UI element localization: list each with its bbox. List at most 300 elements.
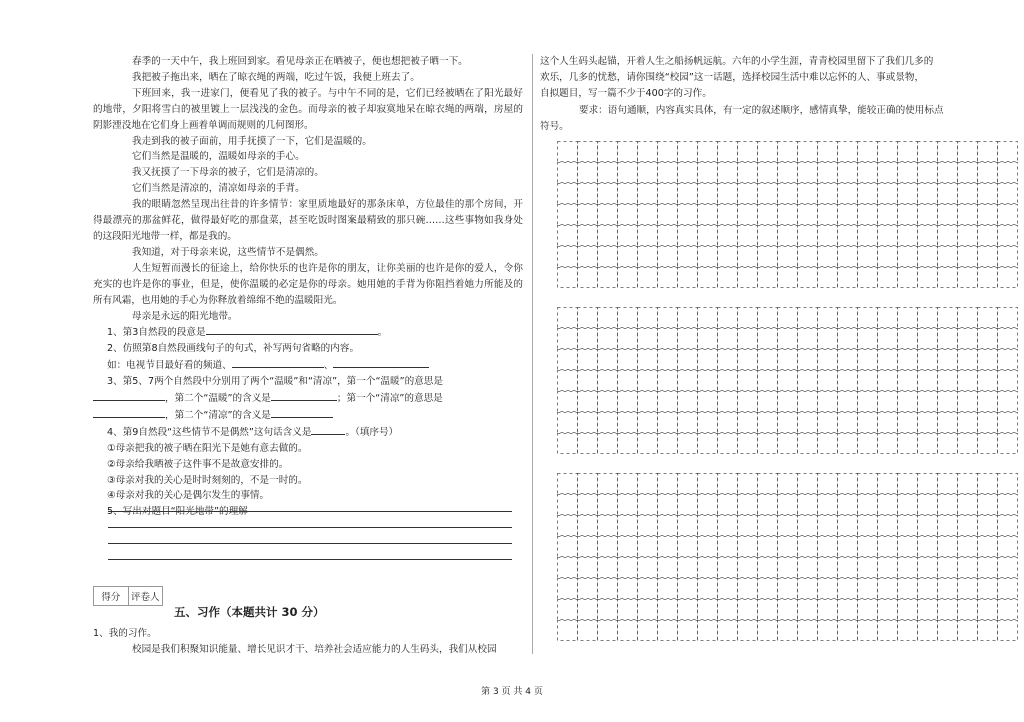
grid-cell[interactable] [798,600,818,620]
grid-cell[interactable] [878,621,898,641]
grid-cell[interactable] [838,621,858,641]
grid-cell[interactable] [738,579,758,599]
grid-cell[interactable] [578,434,598,454]
grid-cell[interactable] [998,350,1018,370]
grid-cell[interactable] [758,350,778,370]
grid-cell[interactable] [858,474,878,494]
grid-cell[interactable] [778,392,798,412]
grid-cell[interactable] [738,600,758,620]
grid-cell[interactable] [918,579,938,599]
grid-cell[interactable] [718,516,738,536]
grid-cell[interactable] [598,268,618,288]
grid-cell[interactable] [578,600,598,620]
grid-cell[interactable] [658,537,678,557]
grid-cell[interactable] [818,308,838,328]
grid-cell[interactable] [758,621,778,641]
grid-cell[interactable] [718,558,738,578]
grid-cell[interactable] [738,392,758,412]
grid-cell[interactable] [898,142,918,162]
grid-cell[interactable] [618,142,638,162]
grid-cell[interactable] [938,163,958,183]
grid-cell[interactable] [598,163,618,183]
grid-cell[interactable] [758,434,778,454]
grid-cell[interactable] [958,516,978,536]
grid-cell[interactable] [558,184,578,204]
grid-cell[interactable] [778,247,798,267]
grid-cell[interactable] [818,516,838,536]
grid-cell[interactable] [878,226,898,246]
grid-cell[interactable] [838,434,858,454]
grid-cell[interactable] [578,350,598,370]
grid-cell[interactable] [578,495,598,515]
grid-cell[interactable] [638,142,658,162]
grid-cell[interactable] [798,434,818,454]
grid-cell[interactable] [858,268,878,288]
grid-cell[interactable] [738,247,758,267]
grid-cell[interactable] [858,205,878,225]
grid-cell[interactable] [558,142,578,162]
grid-cell[interactable] [978,308,998,328]
grid-cell[interactable] [818,600,838,620]
grid-cell[interactable] [598,579,618,599]
grid-cell[interactable] [718,371,738,391]
grid-cell[interactable] [678,392,698,412]
grid-cell[interactable] [578,413,598,433]
grid-cell[interactable] [658,579,678,599]
grid-cell[interactable] [558,268,578,288]
grid-cell[interactable] [598,621,618,641]
grid-cell[interactable] [978,558,998,578]
grid-cell[interactable] [898,184,918,204]
grid-cell[interactable] [898,474,918,494]
grid-cell[interactable] [918,621,938,641]
grid-cell[interactable] [898,268,918,288]
grid-cell[interactable] [858,371,878,391]
grid-cell[interactable] [598,371,618,391]
grid-cell[interactable] [798,308,818,328]
grid-cell[interactable] [938,434,958,454]
grid-cell[interactable] [778,434,798,454]
grid-cell[interactable] [938,184,958,204]
grid-cell[interactable] [718,205,738,225]
grid-cell[interactable] [678,474,698,494]
grid-cell[interactable] [958,434,978,454]
grid-cell[interactable] [878,329,898,349]
grid-cell[interactable] [618,184,638,204]
grid-cell[interactable] [658,350,678,370]
grid-cell[interactable] [558,474,578,494]
grid-cell[interactable] [998,226,1018,246]
grid-cell[interactable] [678,247,698,267]
grid-cell[interactable] [978,247,998,267]
grid-cell[interactable] [618,474,638,494]
grid-cell[interactable] [638,495,658,515]
grid-cell[interactable] [658,329,678,349]
grid-cell[interactable] [858,621,878,641]
grid-cell[interactable] [598,392,618,412]
grid-cell[interactable] [718,184,738,204]
grid-cell[interactable] [718,537,738,557]
grid-cell[interactable] [838,600,858,620]
grid-cell[interactable] [578,226,598,246]
grid-cell[interactable] [918,163,938,183]
grid-cell[interactable] [638,184,658,204]
grid-cell[interactable] [998,329,1018,349]
grid-cell[interactable] [578,579,598,599]
grid-cell[interactable] [838,142,858,162]
grid-cell[interactable] [998,163,1018,183]
grid-cell[interactable] [778,495,798,515]
grid-cell[interactable] [998,558,1018,578]
grid-cell[interactable] [958,392,978,412]
grid-cell[interactable] [918,558,938,578]
grid-cell[interactable] [998,579,1018,599]
grid-cell[interactable] [798,474,818,494]
grid-cell[interactable] [738,474,758,494]
grid-cell[interactable] [758,392,778,412]
grid-cell[interactable] [758,184,778,204]
grid-cell[interactable] [978,350,998,370]
grid-cell[interactable] [878,308,898,328]
grid-cell[interactable] [858,308,878,328]
grid-cell[interactable] [678,371,698,391]
grid-cell[interactable] [878,474,898,494]
grid-cell[interactable] [898,329,918,349]
grid-cell[interactable] [718,268,738,288]
grid-cell[interactable] [558,600,578,620]
grid-cell[interactable] [818,474,838,494]
grid-cell[interactable] [778,329,798,349]
grid-cell[interactable] [558,516,578,536]
grid-cell[interactable] [778,413,798,433]
grid-cell[interactable] [618,205,638,225]
grid-cell[interactable] [618,495,638,515]
grid-cell[interactable] [678,600,698,620]
grid-cell[interactable] [918,268,938,288]
grid-cell[interactable] [978,495,998,515]
grid-cell[interactable] [998,621,1018,641]
grid-cell[interactable] [698,247,718,267]
grid-cell[interactable] [598,184,618,204]
grid-cell[interactable] [698,350,718,370]
grid-cell[interactable] [818,371,838,391]
grid-cell[interactable] [958,184,978,204]
grid-cell[interactable] [558,434,578,454]
grid-cell[interactable] [938,226,958,246]
grid-cell[interactable] [698,600,718,620]
grid-cell[interactable] [638,247,658,267]
grid-cell[interactable] [938,558,958,578]
grid-cell[interactable] [758,413,778,433]
grid-cell[interactable] [818,163,838,183]
grid-cell[interactable] [938,329,958,349]
writing-grid-middle[interactable] [557,307,1024,455]
grid-cell[interactable] [698,226,718,246]
grid-cell[interactable] [958,558,978,578]
grid-cell[interactable] [678,308,698,328]
grid-cell[interactable] [938,474,958,494]
grid-cell[interactable] [998,495,1018,515]
grid-cell[interactable] [958,247,978,267]
grid-cell[interactable] [658,163,678,183]
grid-cell[interactable] [758,371,778,391]
grid-cell[interactable] [598,350,618,370]
grid-cell[interactable] [918,434,938,454]
grid-cell[interactable] [718,434,738,454]
grid-cell[interactable] [738,495,758,515]
grid-cell[interactable] [958,268,978,288]
grid-cell[interactable] [698,537,718,557]
grid-cell[interactable] [658,184,678,204]
grid-cell[interactable] [678,579,698,599]
grid-cell[interactable] [718,474,738,494]
grid-cell[interactable] [638,308,658,328]
grid-cell[interactable] [738,413,758,433]
grid-cell[interactable] [718,413,738,433]
grid-cell[interactable] [958,329,978,349]
grid-cell[interactable] [838,247,858,267]
grid-cell[interactable] [838,205,858,225]
grid-cell[interactable] [938,308,958,328]
grid-cell[interactable] [598,600,618,620]
grid-cell[interactable] [978,392,998,412]
grid-cell[interactable] [898,163,918,183]
grid-cell[interactable] [898,558,918,578]
grid-cell[interactable] [618,558,638,578]
grid-cell[interactable] [678,516,698,536]
grid-cell[interactable] [598,537,618,557]
grid-cell[interactable] [778,268,798,288]
grid-cell[interactable] [878,600,898,620]
answer-blank[interactable] [93,390,165,401]
grid-cell[interactable] [778,621,798,641]
grid-cell[interactable] [678,434,698,454]
grid-cell[interactable] [838,474,858,494]
grid-cell[interactable] [718,579,738,599]
grid-cell[interactable] [998,434,1018,454]
grid-cell[interactable] [638,163,658,183]
grid-cell[interactable] [738,537,758,557]
grid-cell[interactable] [718,495,738,515]
grid-cell[interactable] [558,163,578,183]
grid-cell[interactable] [618,621,638,641]
grid-cell[interactable] [598,205,618,225]
grid-cell[interactable] [698,516,718,536]
grid-cell[interactable] [658,247,678,267]
grid-cell[interactable] [898,600,918,620]
grid-cell[interactable] [938,621,958,641]
grid-cell[interactable] [818,495,838,515]
grid-cell[interactable] [798,558,818,578]
grid-cell[interactable] [898,495,918,515]
grid-cell[interactable] [698,413,718,433]
grid-cell[interactable] [998,308,1018,328]
grid-cell[interactable] [658,205,678,225]
grid-cell[interactable] [898,579,918,599]
grid-cell[interactable] [718,226,738,246]
grid-cell[interactable] [898,413,918,433]
grid-cell[interactable] [978,163,998,183]
grid-cell[interactable] [918,308,938,328]
grid-cell[interactable] [998,392,1018,412]
grid-cell[interactable] [678,621,698,641]
grid-cell[interactable] [958,205,978,225]
grid-cell[interactable] [738,516,758,536]
grid-cell[interactable] [718,308,738,328]
grid-cell[interactable] [918,413,938,433]
grid-cell[interactable] [838,163,858,183]
grid-cell[interactable] [918,350,938,370]
grid-cell[interactable] [678,537,698,557]
grid-cell[interactable] [938,350,958,370]
answer-blank[interactable] [311,424,345,435]
grid-cell[interactable] [818,392,838,412]
grid-cell[interactable] [578,516,598,536]
grid-cell[interactable] [778,205,798,225]
grid-cell[interactable] [618,392,638,412]
grid-cell[interactable] [718,163,738,183]
grid-cell[interactable] [938,495,958,515]
grid-cell[interactable] [738,350,758,370]
grid-cell[interactable] [978,268,998,288]
grid-cell[interactable] [858,558,878,578]
grid-cell[interactable] [918,226,938,246]
grid-cell[interactable] [678,163,698,183]
grid-cell[interactable] [858,350,878,370]
grid-cell[interactable] [558,226,578,246]
grid-cell[interactable] [778,579,798,599]
grid-cell[interactable] [938,579,958,599]
answer-blank[interactable] [271,407,333,418]
grid-cell[interactable] [738,226,758,246]
grid-cell[interactable] [978,516,998,536]
grid-cell[interactable] [958,621,978,641]
grid-cell[interactable] [738,621,758,641]
grid-cell[interactable] [738,163,758,183]
grid-cell[interactable] [778,226,798,246]
grid-cell[interactable] [698,392,718,412]
grid-cell[interactable] [898,350,918,370]
grid-cell[interactable] [718,142,738,162]
grid-cell[interactable] [598,495,618,515]
grid-cell[interactable] [998,268,1018,288]
grid-cell[interactable] [638,474,658,494]
grid-cell[interactable] [958,308,978,328]
grid-cell[interactable] [838,516,858,536]
grid-cell[interactable] [558,495,578,515]
grid-cell[interactable] [598,142,618,162]
grid-cell[interactable] [778,350,798,370]
grid-cell[interactable] [818,579,838,599]
grid-cell[interactable] [878,413,898,433]
grid-cell[interactable] [798,184,818,204]
grid-cell[interactable] [918,329,938,349]
grid-cell[interactable] [558,247,578,267]
grid-cell[interactable] [978,205,998,225]
grid-cell[interactable] [958,413,978,433]
grid-cell[interactable] [718,600,738,620]
grid-cell[interactable] [658,413,678,433]
grid-cell[interactable] [818,558,838,578]
grid-cell[interactable] [658,226,678,246]
grid-cell[interactable] [718,621,738,641]
grid-cell[interactable] [938,516,958,536]
grid-cell[interactable] [558,537,578,557]
grid-cell[interactable] [898,226,918,246]
grid-cell[interactable] [738,205,758,225]
grid-cell[interactable] [738,184,758,204]
grid-cell[interactable] [838,413,858,433]
grid-cell[interactable] [718,350,738,370]
grid-cell[interactable] [778,163,798,183]
grid-cell[interactable] [758,579,778,599]
grid-cell[interactable] [698,163,718,183]
grid-cell[interactable] [858,579,878,599]
grid-cell[interactable] [778,537,798,557]
grid-cell[interactable] [718,329,738,349]
grid-cell[interactable] [918,184,938,204]
grid-cell[interactable] [798,350,818,370]
grid-cell[interactable] [898,434,918,454]
grid-cell[interactable] [838,495,858,515]
grid-cell[interactable] [618,371,638,391]
grid-cell[interactable] [998,516,1018,536]
grid-cell[interactable] [878,350,898,370]
grid-cell[interactable] [718,247,738,267]
grid-cell[interactable] [678,495,698,515]
grid-cell[interactable] [798,329,818,349]
grid-cell[interactable] [598,329,618,349]
grid-cell[interactable] [818,329,838,349]
answer-line[interactable] [108,559,512,560]
grid-cell[interactable] [798,413,818,433]
grid-cell[interactable] [698,495,718,515]
grid-cell[interactable] [838,537,858,557]
grid-cell[interactable] [618,434,638,454]
answer-blank[interactable] [206,324,378,335]
grid-cell[interactable] [578,142,598,162]
grid-cell[interactable] [878,184,898,204]
grid-cell[interactable] [938,268,958,288]
grid-cell[interactable] [638,205,658,225]
grid-cell[interactable] [618,537,638,557]
grid-cell[interactable] [658,474,678,494]
answer-line[interactable] [108,543,512,544]
grid-cell[interactable] [638,621,658,641]
grid-cell[interactable] [758,516,778,536]
grid-cell[interactable] [618,413,638,433]
grid-cell[interactable] [658,621,678,641]
grid-cell[interactable] [798,163,818,183]
grid-cell[interactable] [958,226,978,246]
grid-cell[interactable] [658,371,678,391]
grid-cell[interactable] [918,495,938,515]
grid-cell[interactable] [978,537,998,557]
grid-cell[interactable] [578,537,598,557]
grid-cell[interactable] [638,350,658,370]
grid-cell[interactable] [598,516,618,536]
grid-cell[interactable] [738,268,758,288]
grid-cell[interactable] [658,495,678,515]
grid-cell[interactable] [618,226,638,246]
grid-cell[interactable] [958,579,978,599]
grid-cell[interactable] [798,142,818,162]
grid-cell[interactable] [938,142,958,162]
grid-cell[interactable] [738,434,758,454]
answer-blank[interactable] [271,390,337,401]
grid-cell[interactable] [818,205,838,225]
grid-cell[interactable] [898,371,918,391]
